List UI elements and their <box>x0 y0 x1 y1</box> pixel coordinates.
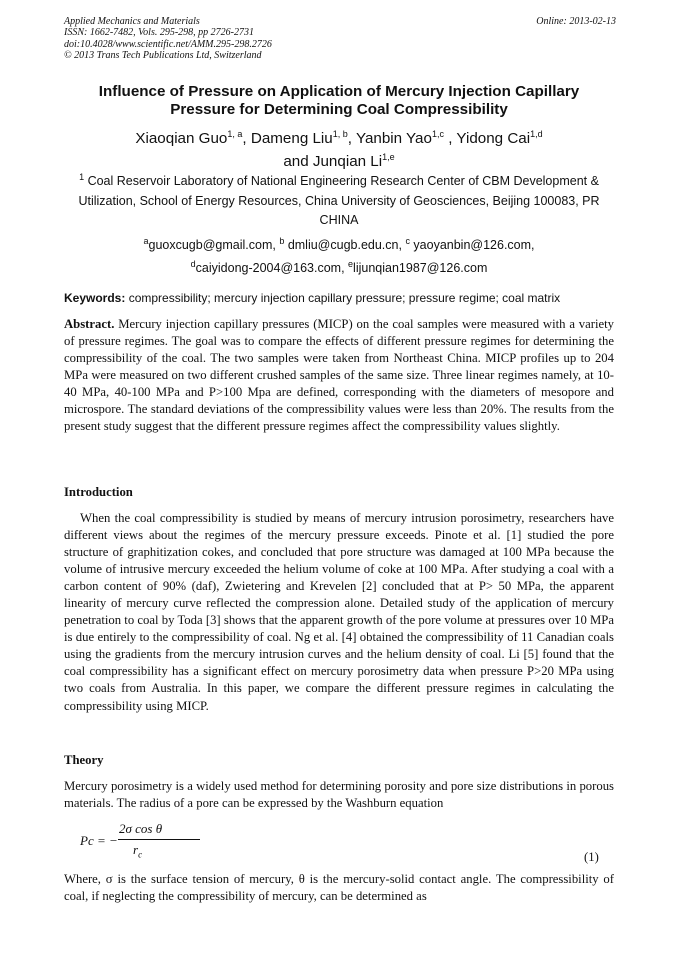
title-line-1: Influence of Pressure on Application of Mercury Injection Capillary <box>98 83 580 100</box>
author-name: Dameng Liu <box>250 130 333 148</box>
journal-name: Applied Mechanics and Materials <box>64 16 200 27</box>
denominator-subscript: c <box>138 849 143 860</box>
abstract <box>64 316 614 435</box>
author-separator: , <box>242 130 251 148</box>
issn-line: ISSN: 1662-7482, Vols. 295-298, pp 2726-2731 <box>64 27 254 39</box>
journal-header <box>64 16 616 61</box>
paper-title <box>40 83 638 119</box>
theory-text: Mercury porosimetry is a widely used method for determining porosity and pore size distributions in porous materials. The radius of a pore can be expressed by the Washburn equation <box>64 779 614 811</box>
author-name: and Junqian Li <box>283 153 383 171</box>
email-line-2 <box>60 255 618 278</box>
author-name: Xiaoqian Guo <box>135 130 228 148</box>
author-name: Yidong Cai <box>456 130 531 148</box>
theory-heading: Theory <box>64 753 104 767</box>
email-address: guoxcugb@gmail.com, <box>148 238 280 253</box>
abstract-label: Abstract. <box>64 317 115 331</box>
author-separator: , <box>443 130 457 148</box>
theory-text-after-equation: Where, σ is the surface tension of mercury, θ is the mercury-solid contact angle. The compressibility of coal, if neglecting the compressibility of mercury, can be determined as <box>64 872 614 904</box>
author-affil-mark: 1,c <box>431 129 444 139</box>
author-list <box>40 125 638 171</box>
online-date: Online: 2013-02-13 <box>536 16 616 27</box>
author-separator: , <box>347 130 356 148</box>
affiliation-mark: 1 <box>79 172 85 182</box>
equation-denominator <box>133 842 142 860</box>
equation-lhs: Pc = − <box>80 833 118 848</box>
email-mark: d <box>190 259 196 270</box>
email-mark: a <box>143 236 149 246</box>
affiliation <box>60 168 618 231</box>
doi-line: doi:10.4028/www.scientific.net/AMM.295-298.2726 <box>64 38 272 50</box>
email-line-1 <box>60 232 618 255</box>
keywords-text: compressibility; mercury injection capillary pressure; pressure regime; coal matrix <box>128 291 561 305</box>
introduction-heading: Introduction <box>64 485 133 499</box>
equation-number: (1) <box>584 850 599 864</box>
author-line-1 <box>40 125 638 148</box>
email-address: yaoyanbin@126.com, <box>413 238 535 253</box>
email-list <box>60 232 618 278</box>
affiliation-line-1: Coal Reservoir Laboratory of National Engineering Research Center of CBM Development & <box>87 174 599 189</box>
affiliation-line-3: CHINA <box>319 213 359 228</box>
fraction-bar <box>118 839 200 840</box>
denominator-symbol: r <box>133 842 139 857</box>
title-line-2: Pressure for Determining Coal Compressibility <box>170 101 508 118</box>
author-affil-mark: 1,d <box>530 129 543 139</box>
copyright-line: © 2013 Trans Tech Publications Ltd, Switzerland <box>64 49 262 61</box>
author-affil-mark: 1,e <box>382 152 395 163</box>
email-address: dmliu@cugb.edu.cn, <box>287 238 406 253</box>
introduction-text: When the coal compressibility is studied by means of mercury intrusion porosimetry, researchers have different views about the regimes of the mercury pressure exceeds. Pinote et al. [1] studied the pore structure of graphitization cokes, and concluded that pore structure was damaged at 100 MPa because the volume of intrusive mercury exceeded the helium volume of coke at 100 MPa. After studying a coal with a carbon content of 90% (daf), Zwietering and Krevelen [2] concluded that at P> 50 MPa, the apparent linearity of mercury curve reflected the compression alone. Detailed study of the application of mercury penetration to coal by Toda [3] shows that the apparent growth of the pore volume at pressures over 10 MPa is due entirely to the compressibility of coal. Ng et al. [4] obtained the compressibility of 11 Canadian coals using the gradients from the mercury intrusion curves and the helium density of coal. Li [5] found that the coal compressibility has a significant effect on mercury porosimetry data when pressure P>20 MPa using two coals from Australia. In this paper, we compare the different pressure regimes in calculating the compressibility using MICP. <box>64 511 614 713</box>
author-affil-mark: 1, b <box>332 129 348 139</box>
equation-numerator: 2σ cos θ <box>119 821 163 836</box>
keywords <box>64 291 624 306</box>
email-mark: c <box>405 236 410 246</box>
author-affil-mark: 1, a <box>227 129 243 139</box>
email-address: caiyidong-2004@163.com, <box>195 261 349 276</box>
abstract-text: Mercury injection capillary pressures (MICP) on the coal samples were measured with a variety of pressure regimes. The goal was to compare the effects of different pressure regimes for determining the compressibility of the coal. The two samples were taken from Northeast China. MICP profiles up to 204 MPa were measured on two different crushed samples of the same size. Three linear regimes namely, at 10-40 MPa, 40-100 MPa and P>100 Mpa are defined, corresponding with the diameters of mesopore and microspore. The standard deviations of the compressibility values were less than 20%. The results from the present study suggest that the different pressure regimes affect the compressibility values slightly. <box>64 317 614 434</box>
keywords-label: Keywords: <box>64 291 126 305</box>
email-mark: e <box>348 259 354 270</box>
affiliation-line-2: Utilization, School of Energy Resources, China University of Geosciences, Beijing 100083, PR <box>78 193 600 208</box>
email-address: lijunqian1987@126.com <box>353 261 488 276</box>
email-mark: b <box>279 236 285 246</box>
author-name: Yanbin Yao <box>355 130 432 148</box>
